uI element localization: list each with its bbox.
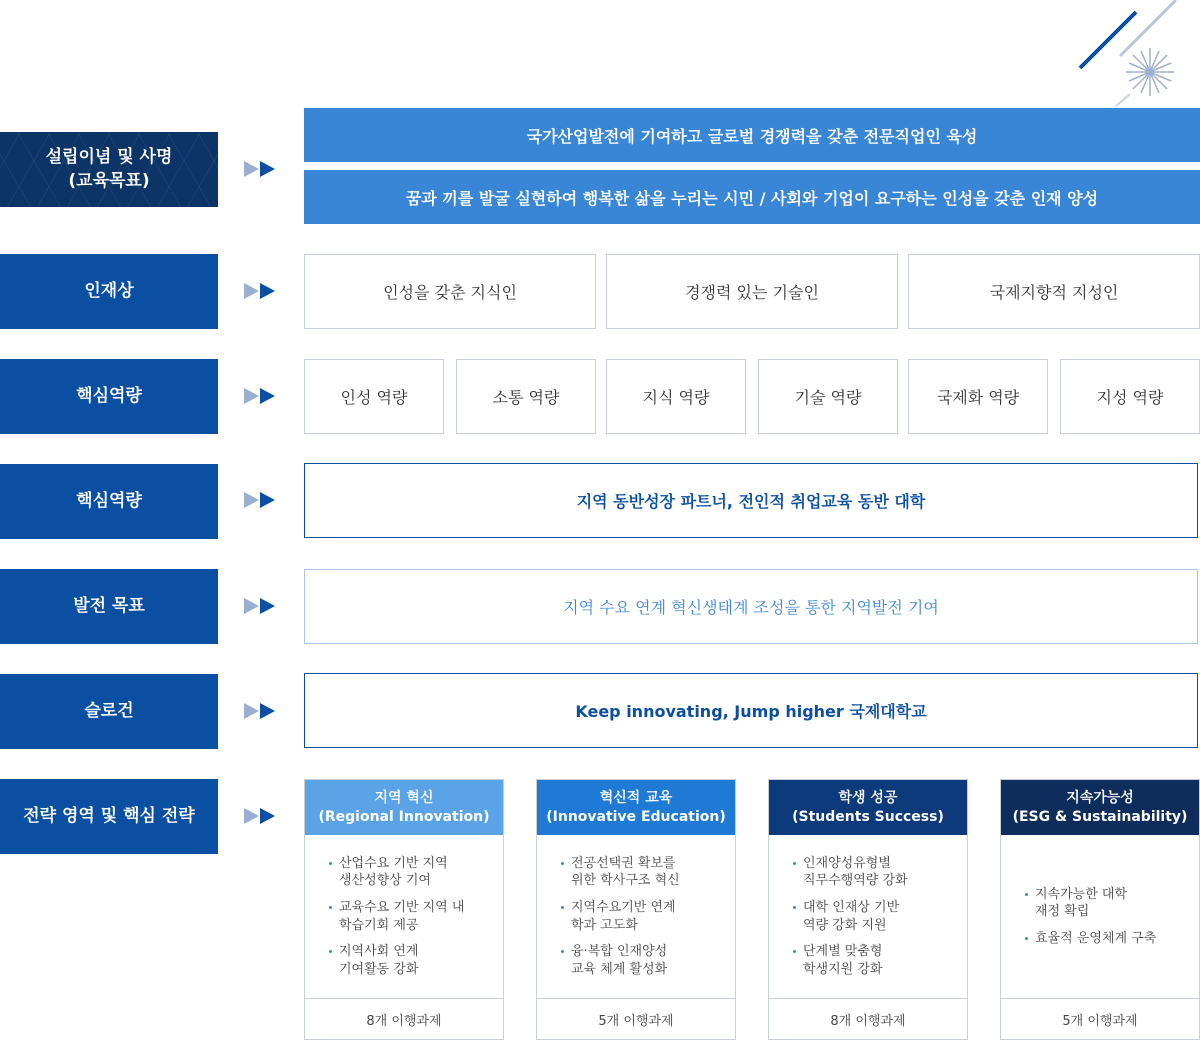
- arrow-goal: [244, 598, 284, 618]
- label-founding-line1: 설립이념 및 사명: [45, 146, 173, 167]
- card-footer-task-count: 8개 이행과제: [830, 1013, 906, 1029]
- arrow-founding: [244, 161, 284, 181]
- arrow-light-icon: [244, 283, 259, 299]
- card-title: 학생 성공: [838, 789, 898, 806]
- arrow-dark-icon: [260, 598, 275, 614]
- label-core-competency: 핵심역량: [0, 359, 218, 434]
- card-body: [769, 835, 967, 999]
- strategy-item: 융·복합 인재양성 교육 체계 활성화: [559, 943, 725, 978]
- mission-bar-2: 꿈과 끼를 발굴 실현하여 행복한 삶을 누리는 시민 / 사회와 기업이 요구하는 인성을 갖춘 인재 양성: [304, 170, 1200, 224]
- arrow-light-icon: [244, 808, 259, 824]
- card-title: 지역 혁신: [374, 789, 434, 806]
- slogan-box: Keep innovating, Jump higher 국제대학교: [304, 673, 1198, 748]
- card-footer-task-count: 5개 이행과제: [1062, 1013, 1138, 1029]
- label-talent: 인재상: [0, 254, 218, 329]
- card-body: [537, 835, 735, 999]
- card-header: [769, 780, 967, 835]
- card-header: [537, 780, 735, 835]
- competency-item-1: 인성 역량: [304, 359, 444, 434]
- competency-item-6: 지성 역량: [1060, 359, 1200, 434]
- decorative-lines-graphic: [1070, 0, 1200, 110]
- sparkle-icon: [1126, 48, 1174, 96]
- competency-item-5: 국제화 역량: [908, 359, 1048, 434]
- strategy-item: 교육수요 기반 지역 내 학습기회 제공: [327, 899, 493, 934]
- label-vision: 핵심역량: [0, 464, 218, 539]
- talent-item-2: 경쟁력 있는 기술인: [606, 254, 898, 329]
- card-header: [305, 780, 503, 835]
- card-subtitle: (Regional Innovation): [318, 808, 490, 825]
- arrow-dark-icon: [260, 703, 275, 719]
- arrow-dark-icon: [260, 808, 275, 824]
- competency-item-2: 소통 역량: [456, 359, 596, 434]
- arrow-light-icon: [244, 598, 259, 614]
- card-subtitle: (Innovative Education): [546, 808, 726, 825]
- arrow-strategy: [244, 808, 284, 828]
- label-strategy: 전략 영역 및 핵심 전략: [0, 779, 218, 854]
- arrow-light-icon: [244, 703, 259, 719]
- strategy-item: 효율적 운영체계 구축: [1023, 930, 1189, 948]
- strategy-item: 산업수요 기반 지역 생산성향상 기여: [327, 855, 493, 890]
- card-subtitle: (Students Success): [792, 808, 944, 825]
- label-development-goal: 발전 목표: [0, 569, 218, 644]
- strategy-item: 지역사회 연계 기여활동 강화: [327, 943, 493, 978]
- strategy-card-regional-innovation: [304, 779, 504, 1040]
- arrow-vision: [244, 492, 284, 512]
- arrow-competency: [244, 388, 284, 408]
- card-header: [1001, 780, 1199, 835]
- arrow-slogan: [244, 703, 284, 723]
- card-body: [305, 835, 503, 999]
- strategy-item: 인재양성유형별 직무수행역량 강화: [791, 855, 957, 890]
- label-founding-line2: (교육목표): [68, 170, 150, 191]
- strategy-item: 전공선택권 확보를 위한 학사구조 혁신: [559, 855, 725, 890]
- arrow-talent: [244, 283, 284, 303]
- competency-item-4: 기술 역량: [758, 359, 898, 434]
- card-footer-task-count: 8개 이행과제: [366, 1013, 442, 1029]
- card-title: 지속가능성: [1066, 789, 1134, 806]
- mission-bar-1: 국가산업발전에 기여하고 글로벌 경쟁력을 갖춘 전문직업인 육성: [304, 108, 1200, 162]
- strategy-item: 단계별 맞춤형 학생지원 강화: [791, 943, 957, 978]
- arrow-dark-icon: [260, 283, 275, 299]
- talent-item-1: 인성을 갖춘 지식인: [304, 254, 596, 329]
- arrow-dark-icon: [260, 492, 275, 508]
- arrow-light-icon: [244, 161, 259, 177]
- label-founding-ideology: [0, 132, 218, 207]
- vision-box: 지역 동반성장 파트너, 전인적 취업교육 동반 대학: [304, 463, 1198, 538]
- card-footer-task-count: 5개 이행과제: [598, 1013, 674, 1029]
- strategy-card-students-success: [768, 779, 968, 1040]
- competency-item-3: 지식 역량: [606, 359, 746, 434]
- arrow-dark-icon: [260, 161, 275, 177]
- strategy-card-esg-sustainability: [1000, 779, 1200, 1040]
- arrow-light-icon: [244, 388, 259, 404]
- strategy-item: 대학 인재상 기반 역량 강화 지원: [791, 899, 957, 934]
- card-body: [1001, 835, 1199, 999]
- strategy-card-innovative-education: [536, 779, 736, 1040]
- label-slogan: 슬로건: [0, 674, 218, 749]
- talent-item-3: 국제지향적 지성인: [908, 254, 1200, 329]
- card-subtitle: (ESG & Sustainability): [1012, 808, 1188, 825]
- strategy-item: 지속가능한 대학 재정 확립: [1023, 886, 1189, 921]
- goal-box: 지역 수요 연계 혁신생태계 조성을 통한 지역발전 기여: [304, 569, 1198, 644]
- arrow-dark-icon: [260, 388, 275, 404]
- arrow-light-icon: [244, 492, 259, 508]
- card-title: 혁신적 교육: [599, 789, 673, 806]
- strategy-item: 지역수요기반 연계 학과 고도화: [559, 899, 725, 934]
